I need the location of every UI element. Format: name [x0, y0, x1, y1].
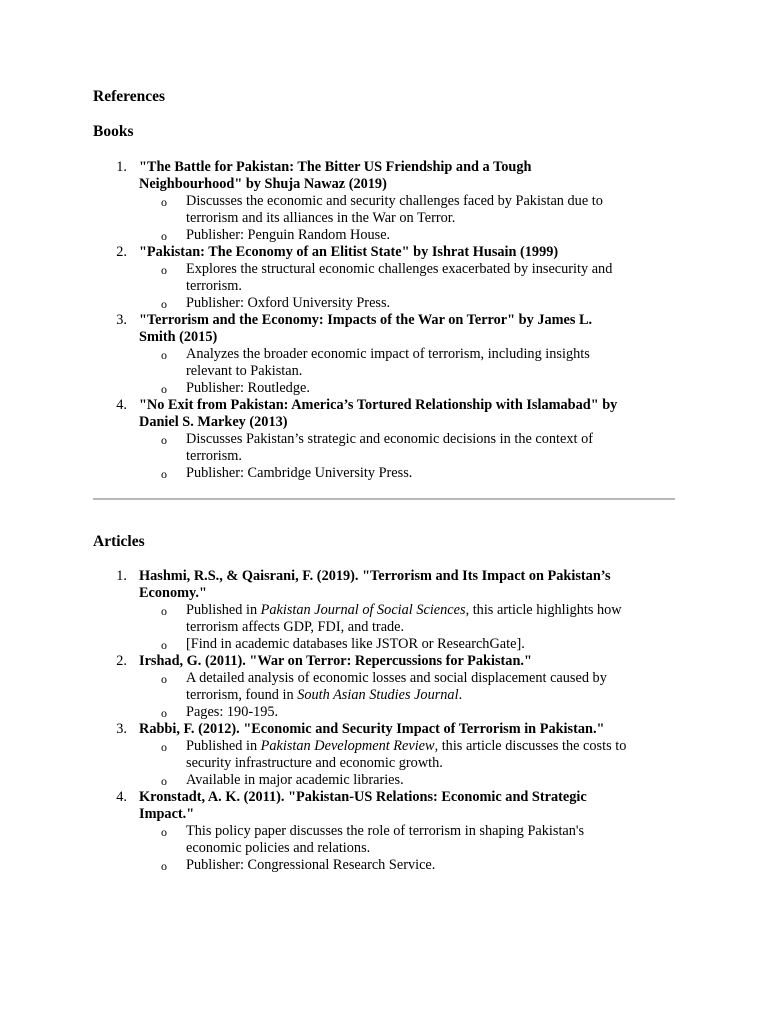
bullet-icon: o: [161, 382, 167, 396]
journal-name: Pakistan Development Review: [260, 738, 435, 754]
page-title: References: [93, 88, 166, 105]
bullet-icon: o: [161, 348, 167, 362]
article-description: A detailed analysis of economic losses and social displacement caused by: [186, 670, 607, 686]
list-number: 1.: [116, 568, 127, 584]
bullet-icon: o: [161, 740, 167, 754]
book-title: Daniel S. Markey (2013): [139, 414, 288, 430]
book-publisher: Publisher: Oxford University Press.: [186, 295, 391, 311]
book-publisher: Publisher: Penguin Random House.: [186, 227, 391, 243]
bullet-icon: o: [161, 672, 167, 686]
article-description: security infrastructure and economic growth.: [186, 755, 443, 771]
book-description: Analyzes the broader economic impact of terrorism, including insights: [186, 346, 590, 362]
list-number: 3.: [116, 312, 127, 328]
article-availability: Available in major academic libraries.: [186, 772, 404, 788]
list-number: 2.: [116, 244, 127, 260]
book-title: "Terrorism and the Economy: Impacts of the War on Terror" by James L.: [139, 312, 593, 328]
book-publisher: Publisher: Routledge.: [186, 380, 310, 396]
bullet-icon: o: [161, 297, 167, 311]
bullet-icon: o: [161, 859, 167, 873]
book-description: terrorism.: [186, 448, 242, 464]
article-description: Published in Pakistan Development Review, this article discusses the costs to: [186, 738, 627, 754]
book-description: Discusses the economic and security challenges faced by Pakistan due to: [186, 193, 603, 209]
article-title: Impact.": [139, 806, 195, 822]
list-number: 4.: [116, 789, 127, 805]
book-description: Explores the structural economic challenges exacerbated by insecurity and: [186, 261, 613, 277]
bullet-icon: o: [161, 638, 167, 652]
book-publisher: Publisher: Cambridge University Press.: [186, 465, 413, 481]
list-number: 3.: [116, 721, 127, 737]
article-publisher: Publisher: Congressional Research Service.: [186, 857, 436, 873]
book-description: terrorism and its alliances in the War on Terror.: [186, 210, 456, 226]
articles-heading: Articles: [93, 533, 145, 550]
bullet-icon: o: [161, 825, 167, 839]
bullet-icon: o: [161, 229, 167, 243]
list-number: 1.: [116, 159, 127, 175]
bullet-icon: o: [161, 195, 167, 209]
article-description: economic policies and relations.: [186, 840, 371, 856]
list-number: 4.: [116, 397, 127, 413]
article-title: Economy.": [139, 585, 207, 601]
book-title: Neighbourhood" by Shuja Nawaz (2019): [139, 176, 387, 192]
article-title: Kronstadt, A. K. (2011). "Pakistan-US Relations: Economic and Strategic: [139, 789, 587, 805]
book-description: relevant to Pakistan.: [186, 363, 303, 379]
article-availability: [Find in academic databases like JSTOR or ResearchGate].: [186, 636, 525, 652]
bullet-icon: o: [161, 706, 167, 720]
list-number: 2.: [116, 653, 127, 669]
article-description: Published in Pakistan Journal of Social Sciences, this article highlights how: [186, 602, 622, 618]
article-description: terrorism affects GDP, FDI, and trade.: [186, 619, 405, 635]
book-title: "No Exit from Pakistan: America’s Tortured Relationship with Islamabad" by: [139, 397, 618, 413]
article-title: Hashmi, R.S., & Qaisrani, F. (2019). "Terrorism and Its Impact on Pakistan’s: [139, 568, 611, 584]
book-title: "The Battle for Pakistan: The Bitter US Friendship and a Tough: [139, 159, 532, 175]
bullet-icon: o: [161, 467, 167, 481]
journal-name: South Asian Studies Journal: [297, 687, 459, 703]
article-title: Rabbi, F. (2012). "Economic and Security Impact of Terrorism in Pakistan.": [139, 721, 605, 737]
book-description: terrorism.: [186, 278, 242, 294]
bullet-icon: o: [161, 774, 167, 788]
journal-name: Pakistan Journal of Social Sciences: [260, 602, 466, 618]
section-divider: [93, 498, 675, 500]
book-description: Discusses Pakistan’s strategic and economic decisions in the context of: [186, 431, 593, 447]
bullet-icon: o: [161, 433, 167, 447]
article-pages: Pages: 190-195.: [186, 704, 279, 720]
article-title: Irshad, G. (2011). "War on Terror: Repercussions for Pakistan.": [139, 653, 532, 669]
article-description: This policy paper discusses the role of terrorism in shaping Pakistan's: [186, 823, 585, 839]
books-heading: Books: [93, 123, 134, 140]
bullet-icon: o: [161, 604, 167, 618]
book-title: Smith (2015): [139, 329, 218, 345]
book-title: "Pakistan: The Economy of an Elitist State" by Ishrat Husain (1999): [139, 244, 559, 260]
article-description: terrorism, found in South Asian Studies Journal.: [186, 687, 463, 703]
bullet-icon: o: [161, 263, 167, 277]
